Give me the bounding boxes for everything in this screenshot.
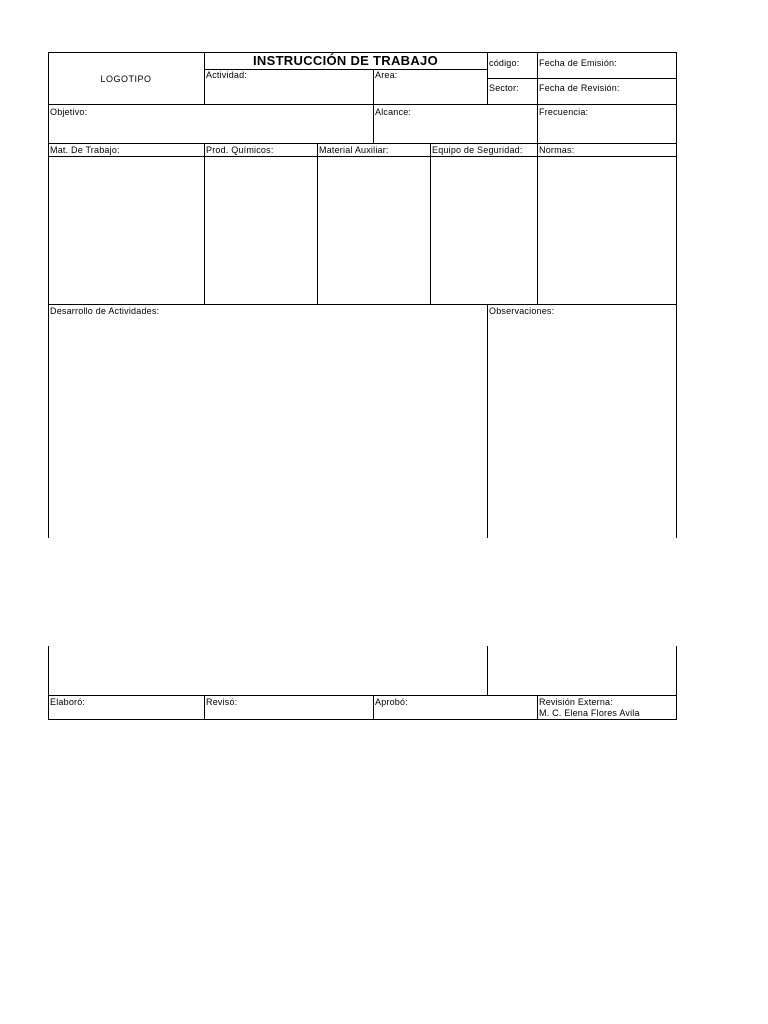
normas-header: Normas:	[539, 145, 575, 155]
desarrollo-actividades-label: Desarrollo de Actividades:	[50, 306, 160, 316]
mat-trabajo-header: Mat. De Trabajo:	[50, 145, 120, 155]
reviso-field[interactable]: Revisó:	[206, 697, 238, 707]
logo-placeholder: LOGOTIPO	[100, 74, 152, 84]
actividad-field[interactable]: Actividad:	[206, 70, 248, 80]
border-left	[48, 646, 49, 720]
codigo-field[interactable]: código:	[489, 58, 520, 68]
divider	[487, 646, 488, 696]
alcance-field[interactable]: Alcance:	[375, 107, 412, 117]
revisor-name: M. C. Elena Flores Avila	[539, 708, 640, 718]
divider	[487, 304, 488, 538]
fecha-emision-field[interactable]: Fecha de Emisión:	[539, 58, 617, 68]
revision-externa-field[interactable]: Revisión Externa:	[539, 697, 613, 707]
area-field[interactable]: Area:	[375, 70, 398, 80]
divider	[317, 143, 318, 305]
equipo-seguridad-header: Equipo de Seguridad:	[432, 145, 523, 155]
divider	[48, 104, 677, 105]
divider	[430, 143, 431, 305]
form-title: INSTRUCCIÓN DE TRABAJO	[253, 53, 438, 68]
fecha-revision-field[interactable]: Fecha de Revisión:	[539, 83, 620, 93]
elaboro-field[interactable]: Elaboró:	[50, 697, 86, 707]
prod-quimicos-header: Prod. Químicos:	[206, 145, 274, 155]
border-right	[676, 52, 677, 538]
border-left	[48, 52, 49, 538]
objetivo-field[interactable]: Objetivo:	[50, 107, 88, 117]
divider	[487, 78, 677, 79]
sector-field[interactable]: Sector:	[489, 83, 519, 93]
divider	[48, 156, 677, 157]
aprobo-field[interactable]: Aprobó:	[375, 697, 408, 707]
border-bottom	[48, 719, 677, 720]
border-right	[676, 646, 677, 720]
divider	[204, 143, 205, 305]
observaciones-label: Observaciones:	[489, 306, 555, 316]
divider	[537, 143, 538, 305]
frecuencia-field[interactable]: Frecuencia:	[539, 107, 589, 117]
material-auxiliar-header: Material Auxiliar:	[319, 145, 389, 155]
